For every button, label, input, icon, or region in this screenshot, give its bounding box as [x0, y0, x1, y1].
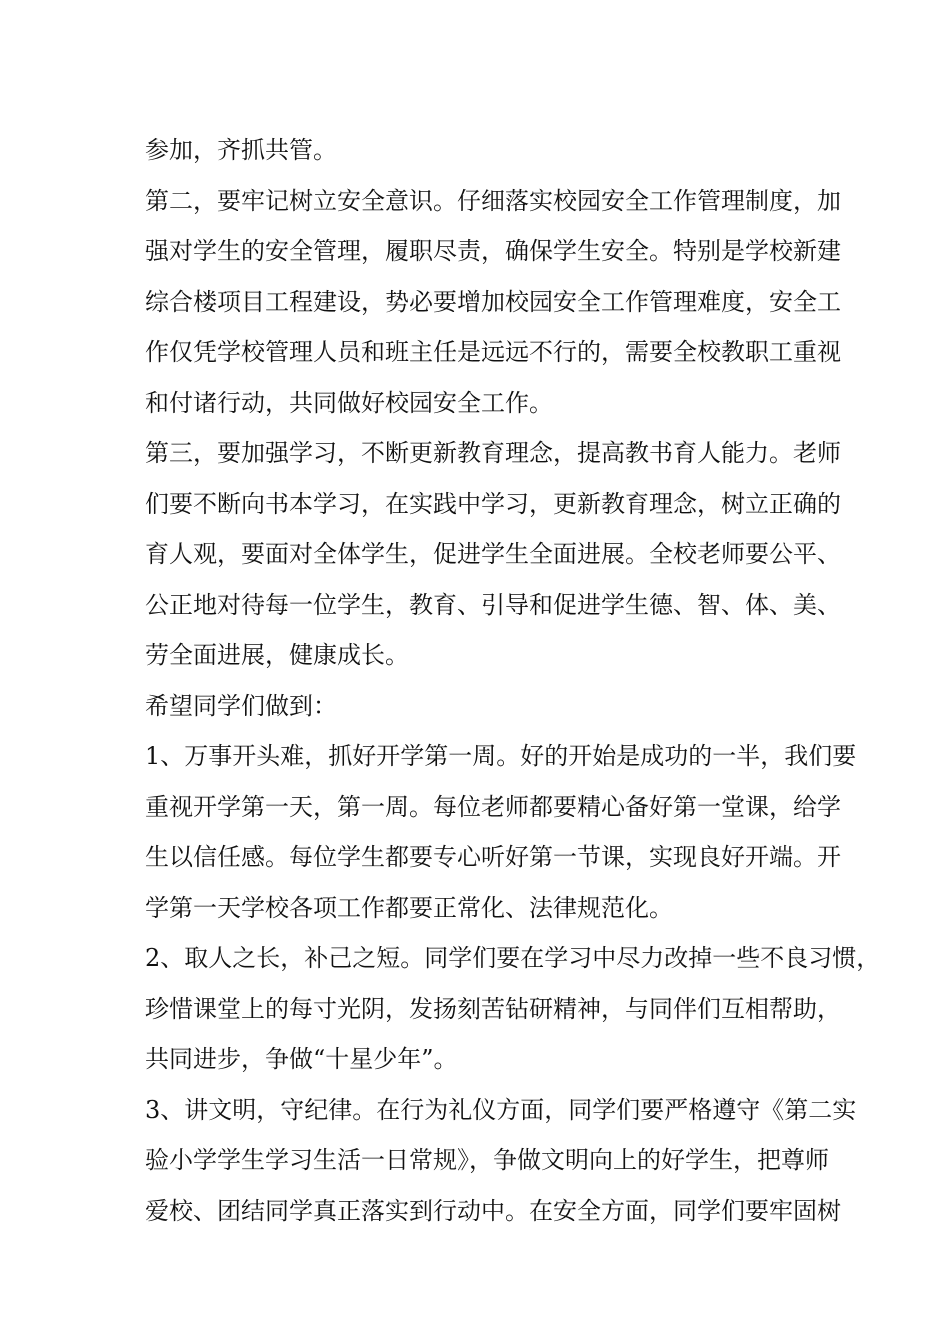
text-line: 第三，要加强学习，不断更新教育理念，提高教书育人能力。老师: [145, 439, 841, 467]
text-line: 验小学学生学习生活一日常规》，争做文明向上的好学生，把尊师: [145, 1146, 829, 1174]
text-line: 共同进步，争做“十星少年”。: [145, 1045, 458, 1073]
text-line: 重视开学第一天，第一周。每位老师都要精心备好第一堂课，给学: [145, 792, 841, 821]
text-line: 3、讲文明，守纪律。在行为礼仪方面，同学们要严格遵守《第二实: [145, 1095, 857, 1124]
text-line: 生以信任感。每位学生都要专心听好第一节课，实现良好开端。开: [145, 843, 841, 871]
text-line: 参加，齐抓共管。: [145, 136, 337, 164]
text-line: 珍惜课堂上的每寸光阴，发扬刻苦钻研精神，与同伴们互相帮助，: [145, 994, 841, 1023]
text-line: 学第一天学校各项工作都要正常化、法律规范化。: [145, 893, 673, 922]
text-line: 综合楼项目工程建设，势必要增加校园安全工作管理难度，安全工: [145, 287, 841, 316]
text-line: 和付诸行动，共同做好校园安全工作。: [145, 388, 553, 417]
text-line: 2、取人之长，补己之短。同学们要在学习中尽力改掉一些不良习惯，: [145, 944, 881, 972]
text-line: 希望同学们做到：: [145, 691, 337, 720]
text-line: 爱校、团结同学真正落实到行动中。在安全方面，同学们要牢固树: [145, 1196, 841, 1225]
document-body: [145, 125, 881, 1236]
text-line: 1、万事开头难，抓好开学第一周。好的开始是成功的一半，我们要: [145, 742, 857, 770]
text-line: 育人观，要面对全体学生，促进学生全面进展。全校老师要公平、: [145, 540, 841, 568]
text-line: 强对学生的安全管理，履职尽责，确保学生安全。特别是学校新建: [145, 237, 841, 265]
text-line: 作仅凭学校管理人员和班主任是远远不行的，需要全校教职工重视: [145, 338, 841, 366]
text-line: 第二，要牢记树立安全意识。仔细落实校园安全工作管理制度，加: [145, 186, 841, 215]
text-line: 们要不断向书本学习，在实践中学习，更新教育理念，树立正确的: [145, 489, 841, 518]
text-line: 劳全面进展，健康成长。: [145, 641, 409, 669]
text-line: 公正地对待每一位学生，教育、引导和促进学生德、智、体、美、: [145, 590, 841, 619]
